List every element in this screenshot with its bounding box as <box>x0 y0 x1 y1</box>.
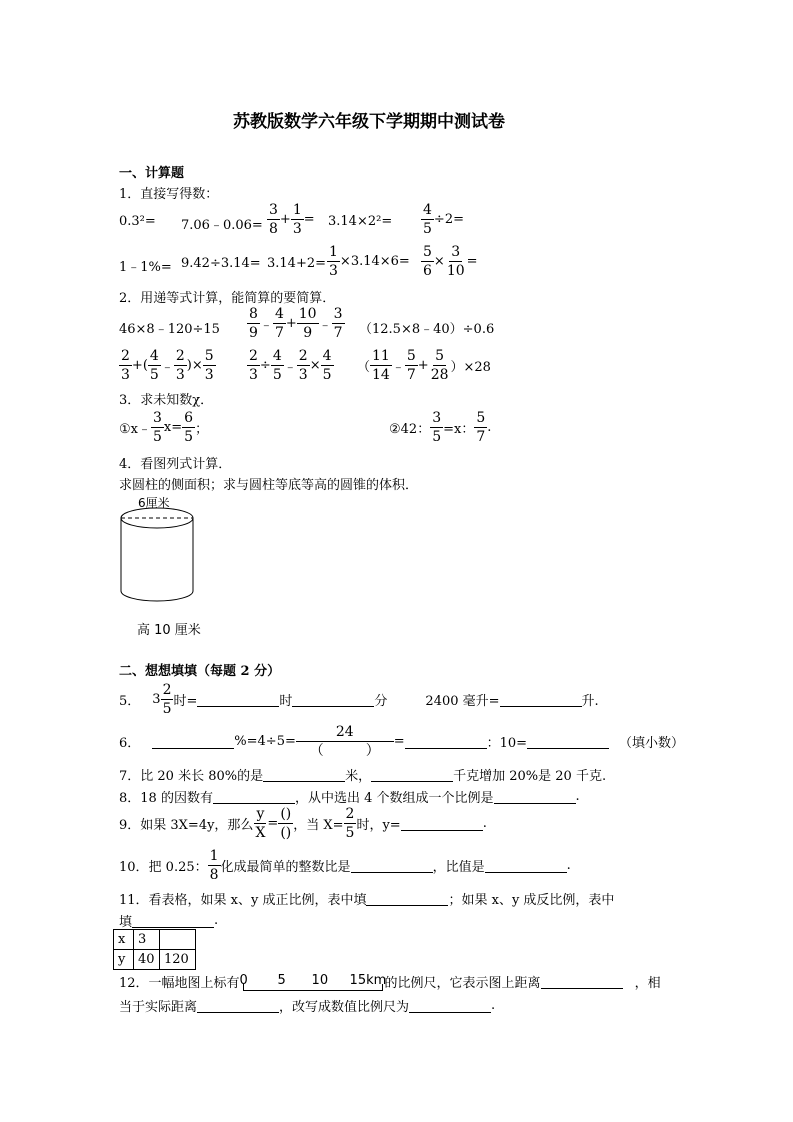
fraction: $\frac{3}{8}$ <box>269 202 278 237</box>
table-row <box>114 930 196 950</box>
answer-blank[interactable] <box>485 859 567 873</box>
question-10: 10．把 0.25： $\frac{1}{8}$ 化成最简单的整数比是 ，比值是 . <box>119 848 571 883</box>
answer-blank[interactable] <box>152 735 234 749</box>
answer-blank[interactable] <box>132 914 214 928</box>
question-9: 9．如果 3X=4y，那么 $\frac{y}{X}$ = $\frac{()}{()}$ ，当 X= $\frac{2}{5}$ 时，y= . <box>119 806 487 841</box>
expr-frac: $\frac{5}{6}$ × $\frac{3}{10}$ = <box>423 244 478 279</box>
fraction: $\frac{5}{7}$ <box>406 348 416 383</box>
fraction: $\frac{24}{( )}$ <box>296 725 394 758</box>
fraction: $\frac{4}{5}$ <box>149 348 159 383</box>
fraction: $\frac{11}{14}$ <box>372 348 390 383</box>
fraction: $\frac{2}{3}$ <box>121 348 130 383</box>
table-cell: 40 <box>134 950 160 970</box>
expr: （12.5×8﹣40）÷0.6 <box>359 322 495 337</box>
expr: 3.14+2= <box>267 256 327 271</box>
fraction: $\frac{4}{5}$ <box>423 202 432 237</box>
question-text: 求圆柱的侧面积；求与圆柱等底等高的圆锥的体积． <box>119 478 419 493</box>
diameter-label: 6厘米 <box>138 496 170 510</box>
fraction: $\frac{10}{9}$ <box>298 306 317 341</box>
fraction: $\frac{8}{9}$ <box>249 306 258 341</box>
scale-label: 15km <box>349 972 387 988</box>
expr-frac: $\frac{4}{5}$ ÷2= <box>423 202 464 237</box>
question-6: 6． %=4÷5= $\frac{24}{( )}$ = ：10= （填小数） <box>119 724 685 759</box>
cylinder-figure <box>114 505 204 613</box>
equation: ②42： $\frac{3}{5}$ =x： $\frac{5}{7}$ . <box>389 410 492 445</box>
fraction: $\frac{2}{3}$ <box>249 348 258 383</box>
question-8: 8．18 的因数有 ，从中选出 4 个数组成一个比例是 . <box>119 789 580 806</box>
table-cell: 3 <box>134 930 160 950</box>
question-label: 4．看图列式计算． <box>119 457 232 472</box>
answer-blank[interactable] <box>263 768 345 782</box>
answer-blank[interactable] <box>405 735 487 749</box>
expr: 0.3²= <box>119 214 156 229</box>
question-label: 2．用递等式计算，能简算的要简算． <box>119 291 336 306</box>
answer-blank[interactable] <box>197 999 279 1013</box>
scale-label: 10 <box>311 972 329 988</box>
fraction: $\frac{3}{5}$ <box>432 410 442 445</box>
question-11: 11．看表格，如果 x、y 成正比例，表中填 ；如果 x、y 成反比例，表中 <box>119 893 615 908</box>
table-cell[interactable] <box>160 930 196 950</box>
table-cell: x <box>114 930 134 950</box>
fraction: $\frac{y}{X}$ <box>255 806 266 841</box>
fraction: $\frac{1}{3}$ <box>292 202 302 237</box>
answer-blank[interactable] <box>197 693 279 707</box>
table-cell: y <box>114 950 134 970</box>
fraction: $\frac{2}{5}$ <box>162 682 172 717</box>
fraction: $\frac{2}{5}$ <box>345 806 355 841</box>
fraction: $\frac{3}{7}$ <box>333 306 343 341</box>
fraction: $\frac{6}{5}$ <box>184 410 194 445</box>
fraction: $\frac{5}{7}$ <box>476 410 486 445</box>
answer-blank[interactable] <box>213 790 295 804</box>
expr-frac: $\frac{3}{8}$ + $\frac{1}{3}$ = <box>269 202 315 237</box>
equation: ①x﹣ $\frac{3}{5}$ x= $\frac{6}{5}$ ； <box>119 410 209 445</box>
answer-blank[interactable] <box>409 999 491 1013</box>
scale-label: 0 <box>239 972 248 988</box>
fraction: $\frac{2}{3}$ <box>298 348 308 383</box>
expr-frac: $\frac{8}{9}$ ﹣ $\frac{4}{7}$ + $\frac{10}{9}$ ﹣ $\frac{3}{7}$ <box>249 306 343 341</box>
fraction: $\frac{2}{3}$ <box>175 348 185 383</box>
answer-blank[interactable] <box>401 817 483 831</box>
answer-blank[interactable] <box>292 693 374 707</box>
xy-table <box>113 929 196 970</box>
answer-blank[interactable] <box>500 693 582 707</box>
fraction: $\frac{5}{3}$ <box>204 348 214 383</box>
expr: 1﹣1%= <box>119 260 172 275</box>
page-title: 苏教版数学六年级下学期期中测试卷 <box>233 112 505 132</box>
height-label: 高 10 厘米 <box>137 623 201 638</box>
question-12-cont: 当于实际距离 ，改写成数值比例尺为 . <box>119 998 496 1015</box>
fraction: $\frac{4}{7}$ <box>274 306 284 341</box>
answer-blank[interactable] <box>527 735 609 749</box>
fraction: $\frac{4}{5}$ <box>322 348 332 383</box>
fraction: $\frac{5}{6}$ <box>423 244 432 279</box>
fraction: $\frac{1}{3}$ <box>329 244 338 279</box>
expr: 46×8﹣120÷15 <box>119 322 220 337</box>
answer-blank[interactable] <box>494 790 576 804</box>
question-12: 12．一幅地图上标有 0 5 10 15km 的比例尺，它表示图上距离 ，相 <box>119 972 661 991</box>
expr-frac: （ $\frac{11}{14}$ ﹣ $\frac{5}{7}$ + $\frac{5}{28}$ ）×28 <box>357 348 491 383</box>
fraction: $\frac{3}{10}$ <box>446 244 465 279</box>
section-heading: 一、计算题 <box>119 166 185 181</box>
expr: 9.42÷3.14= <box>181 256 261 271</box>
question-label: 1．直接写得数： <box>119 187 219 202</box>
table-row <box>114 950 196 970</box>
answer-blank[interactable] <box>371 768 453 782</box>
question-7: 7．比 20 米长 80%的是 米， 千克增加 20%是 20 千克. <box>119 769 607 784</box>
expr-frac: $\frac{2}{3}$ ÷ $\frac{4}{5}$ ﹣ $\frac{2}{3}$ × $\frac{4}{5}$ <box>249 348 332 383</box>
answer-blank[interactable] <box>351 859 433 873</box>
expr-frac: $\frac{2}{3}$ +( $\frac{4}{5}$ ﹣ $\frac{2}{3}$ )× $\frac{5}{3}$ <box>121 348 214 383</box>
fraction: $\frac{3}{5}$ <box>153 410 162 445</box>
section-heading: 二、想想填填（每题 2 分） <box>119 664 281 679</box>
fraction: $\frac{4}{5}$ <box>272 348 282 383</box>
fraction: $\frac{5}{28}$ <box>430 348 449 383</box>
question-label: 3．求未知数χ． <box>119 393 214 408</box>
expr: 7.06﹣0.06= <box>181 218 263 233</box>
table-cell: 120 <box>160 950 196 970</box>
scale-label: 5 <box>277 972 286 988</box>
answer-blank[interactable] <box>541 975 623 989</box>
fraction: $\frac{1}{8}$ <box>209 848 219 883</box>
question-5: 5． 3 $\frac{2}{5}$ 时= 时 分 2400 毫升= 升. <box>119 682 599 717</box>
expr: 3.14×2²= <box>328 214 393 229</box>
answer-blank[interactable] <box>366 892 448 906</box>
scale-bar <box>240 973 385 991</box>
scale-line <box>243 984 383 991</box>
question-11-cont: 填 . <box>119 913 219 930</box>
fraction: $\frac{()}{()}$ <box>280 806 292 841</box>
expr-frac: $\frac{1}{3}$ ×3.14×6= <box>329 244 410 279</box>
